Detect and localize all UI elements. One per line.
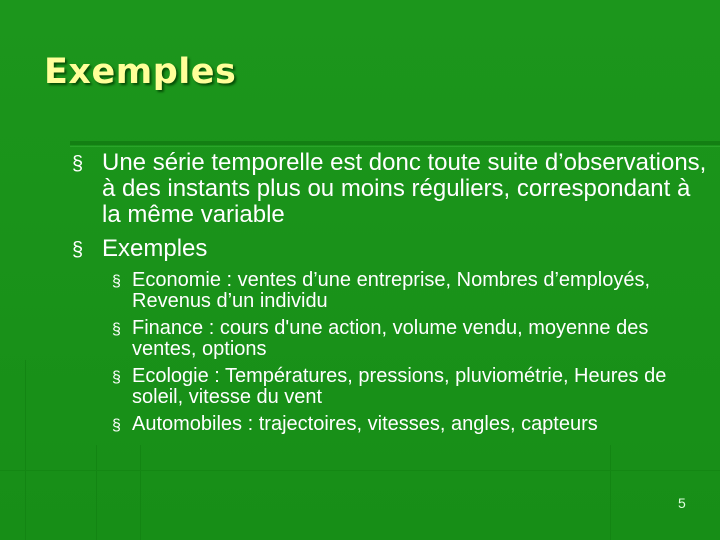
decorative-line <box>25 360 26 540</box>
page-number: 5 <box>678 495 686 511</box>
sub-bullet-text: Economie : ventes d’une entreprise, Nombres d’employés, Revenus d’un individu <box>132 269 651 312</box>
slide-content <box>70 150 710 441</box>
sub-bullet-icon: § <box>112 321 121 338</box>
sub-bullet-item <box>70 270 710 312</box>
bullet-icon: § <box>72 153 84 175</box>
decorative-line <box>610 445 611 540</box>
decorative-line <box>0 470 720 471</box>
sub-bullet-icon: § <box>112 417 121 434</box>
bullet-item <box>70 236 710 262</box>
decorative-divider-highlight <box>70 146 720 147</box>
bullet-text: Exemples <box>102 235 208 262</box>
decorative-line <box>96 445 97 540</box>
sub-bullet-item <box>70 366 710 408</box>
bullet-text: Une série temporelle est donc toute suite d’observations, à des instants plus ou moins réguliers, correspondant à la même variable <box>102 149 707 228</box>
sub-bullet-text: Finance : cours d'une action, volume vendu, moyenne des ventes, options <box>132 317 649 360</box>
sub-bullet-text: Ecologie : Températures, pressions, pluviométrie, Heures de soleil, vitesse du vent <box>132 365 667 408</box>
decorative-divider <box>70 141 720 145</box>
sub-bullet-item <box>70 318 710 360</box>
bullet-icon: § <box>72 239 84 261</box>
bullet-item <box>70 150 710 228</box>
slide-title: Exemples <box>44 52 237 92</box>
sub-bullet-item <box>70 414 710 435</box>
decorative-line <box>140 445 141 540</box>
sub-bullet-icon: § <box>112 273 121 290</box>
sub-bullet-icon: § <box>112 369 121 386</box>
sub-bullet-text: Automobiles : trajectoires, vitesses, angles, capteurs <box>132 413 598 435</box>
